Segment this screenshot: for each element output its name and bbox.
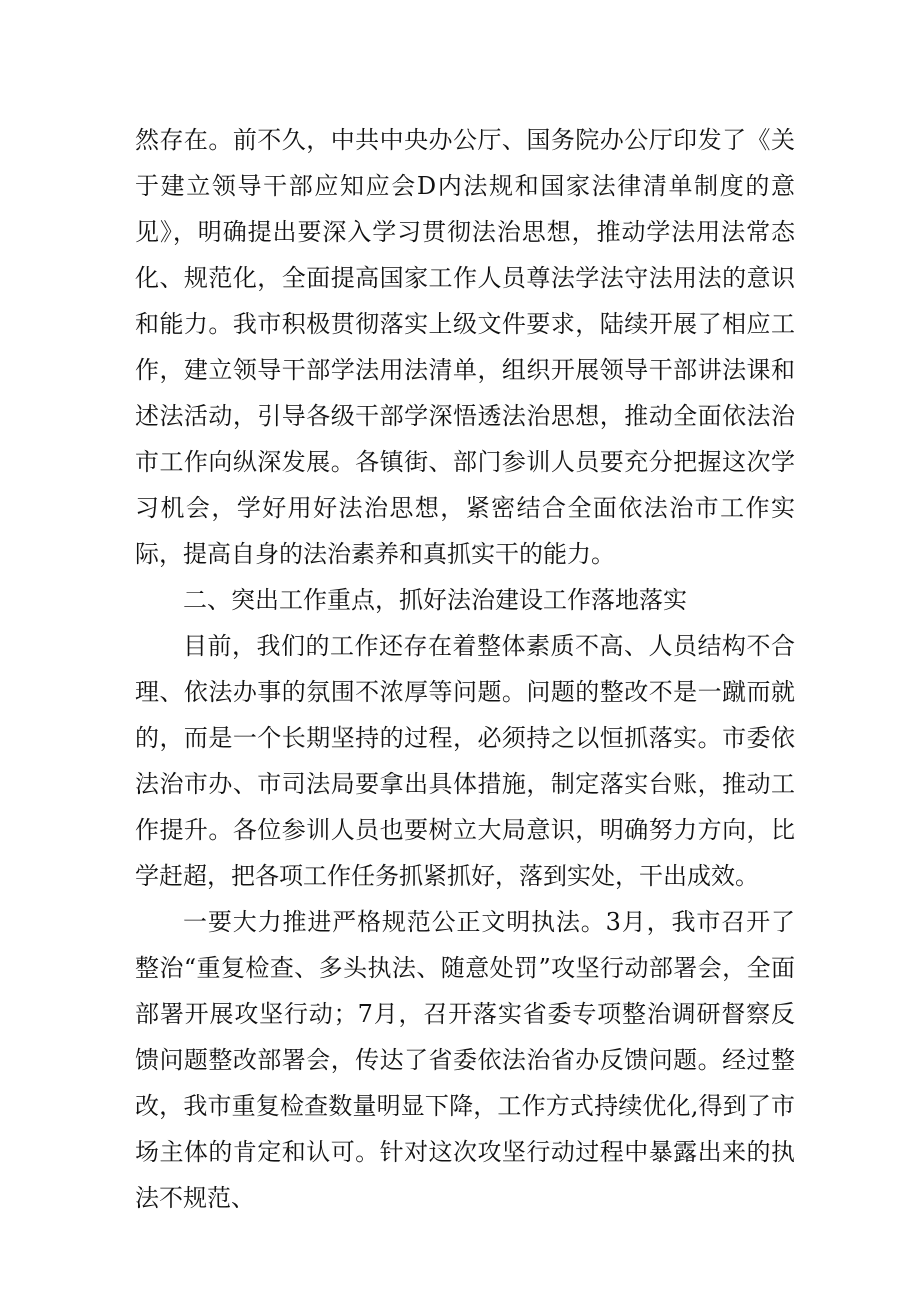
paragraph-continuation: 然存在。前不久，中共中央办公厅、国务院办公厅印发了《关于建立领导干部应知应会D内法规和国家法律清单制度的意见》，明确提出要深入学习贯彻法治思想，推动学法用法常态化、规范化，全面提高国家工作人员尊法学法守法用法的意识和能力。我市积极贯彻落实上级文件要求，陆续开展了相应工作，建立领导干部学法用法清单，组织开展领导干部讲法课和述法活动，引导各级干部学深悟透法治思想，推动全面依法治市工作向纵深发展。各镇街、部门参训人员要充分把握这次学习机会，学好用好法治思想，紧密结合全面依法治市工作实际，提高自身的法治素养和真抓实干的能力。 bbox=[135, 126, 795, 568]
document-body bbox=[135, 117, 795, 1221]
paragraph-law-enforcement: 一要大力推进严格规范公正文明执法。3月，我市召开了整治“重复检查、多头执法、随意处罚”攻坚行动部署会，全面部署开展攻坚行动；7月，召开落实省委专项整治调研督察反馈问题整改部署会，传达了省委依法治省办反馈问题。经过整改，我市重复检查数量明显下降，工作方式持续优化,得到了市场主体的肯定和认可。针对这次攻坚行动过程中暴露出来的执法不规范、 bbox=[135, 908, 795, 1212]
paragraph-problems: 目前，我们的工作还存在着整体素质不高、人员结构不合理、依法办事的氛围不浓厚等问题。问题的整改不是一蹴而就的，而是一个长期坚持的过程，必须持之以恒抓落实。市委依法治市办、市司法局要拿出具体措施，制定落实台账，推动工作提升。各位参训人员也要树立大局意识，明确努力方向，比学赶超，把各项工作任务抓紧抓好，落到实处，干出成效。 bbox=[135, 632, 795, 890]
section-heading: 二、突出工作重点，抓好法治建设工作落地落实 bbox=[183, 586, 687, 614]
